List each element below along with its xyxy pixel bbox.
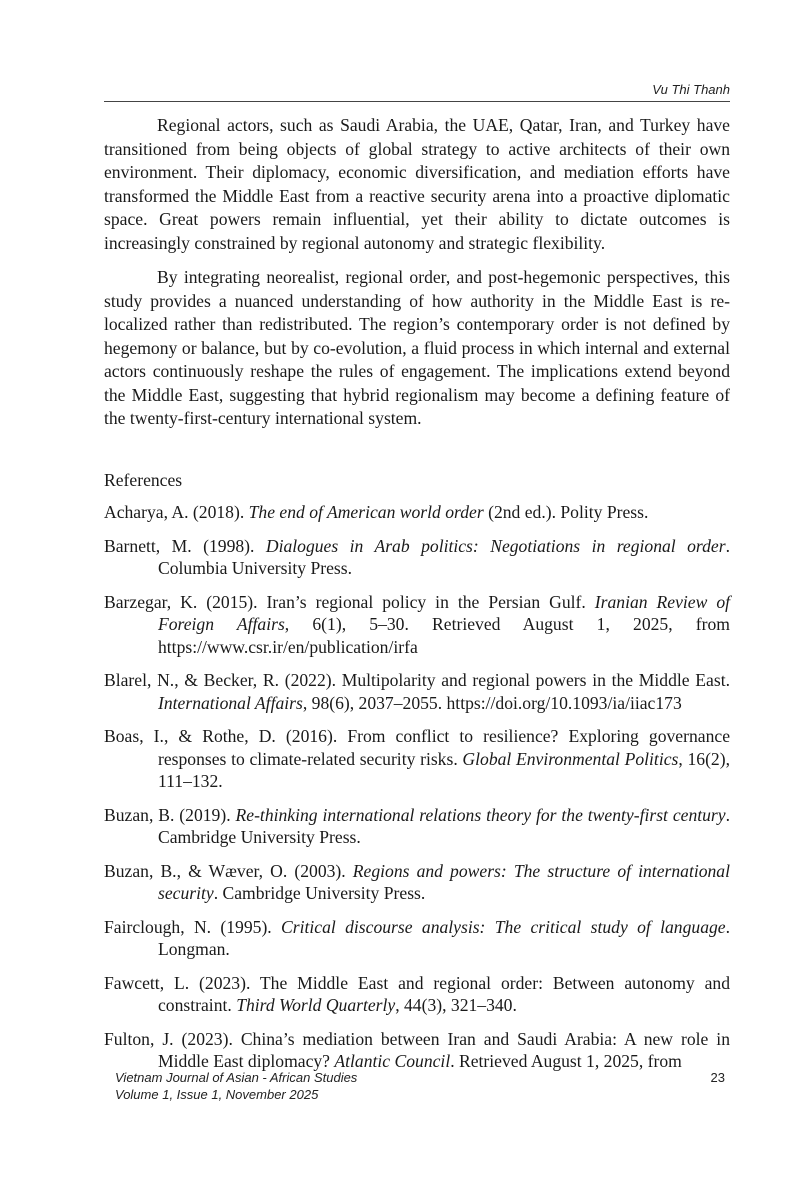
reference-title: Iranian Review of Foreign Affairs — [158, 591, 731, 634]
reference-text: Blarel, N., & Becker, R. (2022). Multipolarity and regional powers in the Middle East. — [104, 670, 730, 690]
reference-item — [104, 972, 730, 1017]
reference-text: Fairclough, N. (1995). — [104, 916, 282, 937]
reference-text: Fulton, J. (2023). China’s mediation between Iran and Saudi Arabia: A new role in Middle East diplomacy? — [104, 1028, 730, 1071]
body-paragraph: By integrating neorealist, regional order, and post-hegemonic perspectives, this study provides a nuanced understanding of how authority in the Middle East is re-localized rather than redistributed. The region’s contemporary order is not defined by hegemony or balance, but by co-evolution, a fluid process in which internal and external actors continuously reshape the rules of engagement. The implications extend beyond the Middle East, suggesting that hybrid regionalism may become a defining feature of the twenty-first-century international system. — [104, 267, 730, 428]
footer-volume-issue: Volume 1, Issue 1, November 2025 — [115, 1086, 319, 1102]
reference-title: Dialogues in Arab politics: Negotiations in regional order — [265, 535, 726, 556]
reference-text: Buzan, B., & Wæver, O. (2003). — [104, 860, 353, 881]
reference-item — [104, 725, 730, 793]
reference-text: Buzan, B. (2019). — [104, 804, 236, 825]
reference-item — [104, 1028, 730, 1073]
reference-text: . Cambridge University Press. — [213, 883, 426, 903]
reference-list — [104, 501, 730, 1084]
reference-item — [104, 916, 730, 961]
reference-item — [104, 535, 730, 580]
reference-item — [104, 591, 730, 659]
body-paragraph: Regional actors, such as Saudi Arabia, the UAE, Qatar, Iran, and Turkey have transitioned from being objects of global strategy to active architects of their own environment. Their diplomacy, economic diversification, and mediation efforts have transformed the Middle East from a reactive security arena into a proactive diplomatic space. Great powers remain influential, yet their ability to dictate outcomes is increasingly constrained by regional autonomy and strategic flexibility. — [104, 115, 730, 253]
reference-text: , 98(6), 2037–2055. https://doi.org/10.1093/ia/iiac173 — [302, 692, 682, 713]
reference-title: Critical discourse analysis: The critical study of language — [281, 916, 726, 937]
reference-title: The end of American world order — [248, 502, 484, 522]
running-header-author: Vu Thi Thanh — [652, 82, 730, 97]
reference-text: Barnett, M. (1998). — [104, 535, 266, 556]
page-footer — [115, 1070, 725, 1103]
reference-item — [104, 860, 730, 905]
reference-text: Fawcett, L. (2023). The Middle East and regional order: Between autonomy and constraint. — [104, 972, 730, 1015]
reference-text: Barzegar, K. (2015). Iran’s regional policy in the Persian Gulf. — [104, 591, 595, 612]
reference-text: (2nd ed.). Polity Press. — [483, 502, 649, 522]
reference-title: International Affairs — [158, 692, 303, 713]
header-rule — [104, 101, 730, 102]
page-number: 23 — [710, 1070, 725, 1085]
reference-text: . Cambridge University Press. — [158, 804, 730, 847]
reference-text: . Retrieved August 1, 2025, from — [450, 1051, 682, 1071]
reference-title: Re-thinking international relations theory for the twenty-first century — [235, 804, 726, 825]
reference-title: Global Environmental Politics — [462, 748, 679, 769]
reference-item — [104, 501, 730, 524]
reference-item — [104, 669, 730, 714]
reference-title: Atlantic Council — [334, 1051, 451, 1071]
references-heading: References — [104, 470, 183, 490]
reference-title: Regions and powers: The structure of international security — [158, 860, 730, 903]
reference-text: , 6(1), 5–30. Retrieved August 1, 2025, from https://www.csr.ir/en/publication/irfa — [158, 614, 730, 657]
reference-title: Third World Quarterly — [236, 995, 396, 1015]
reference-text: , 44(3), 321–340. — [395, 995, 517, 1015]
reference-text: . Columbia University Press. — [158, 535, 730, 578]
reference-text: Boas, I., & Rothe, D. (2016). From conflict to resilience? Exploring governance responses to climate-related security risks. — [104, 726, 730, 769]
body-text — [104, 114, 730, 442]
reference-item — [104, 804, 730, 849]
footer-journal-name: Vietnam Journal of Asian - African Studies — [115, 1070, 358, 1085]
reference-text: Acharya, A. (2018). — [104, 502, 249, 522]
reference-text: , 16(2), 111–132. — [158, 748, 730, 791]
reference-text: . Longman. — [158, 916, 731, 959]
